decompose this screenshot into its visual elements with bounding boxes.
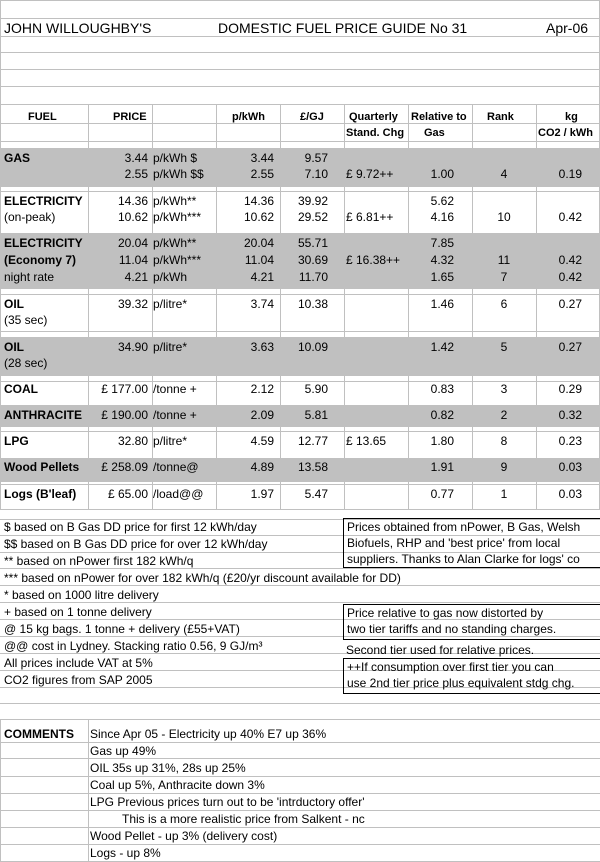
gridline [0,431,600,432]
footnote: @@ cost in Lydney. Stacking ratio 0.56, 9 GJ/m³ [4,639,263,653]
gridline [216,104,217,509]
cell-unit: p/litre* [153,434,188,448]
header-price: PRICE [113,111,147,123]
gridline [0,86,600,87]
cell-unit: p/kWh $$ [153,167,204,181]
cell-rank: 4 [500,167,508,181]
footnote: + based on 1 tonne delivery [4,605,152,619]
gridline [472,104,473,509]
cell-rank: 10 [497,210,511,224]
cell-rank: 9 [500,460,508,474]
header-quarterly: Quarterly [349,111,398,123]
cell-price: 14.36 [117,194,148,208]
sources-line: Prices obtained from nPower, B Gas, Welsh [347,520,581,534]
cell-co2: 0.42 [558,270,582,284]
cell-pkwh: 2.12 [250,382,274,396]
gridline [0,0,600,1]
header-relative: Relative to [411,111,467,123]
cell-rank: 11 [497,253,511,267]
cell-fuel: LPG [4,434,29,448]
cell-unit: p/kWh*** [153,253,202,267]
cell-pkwh: 3.63 [250,340,274,354]
gridline [0,104,1,509]
gridline [0,509,600,510]
cell-fuel: ANTHRACITE [4,408,82,422]
cell-fuel: Wood Pellets [4,460,80,474]
cell-fuel: GAS [4,151,31,165]
cell-gj: 5.47 [304,487,328,501]
cell-co2: 0.03 [558,460,582,474]
relative-note-line: two tier tariffs and no standing charges. [347,622,557,636]
sources-box [343,518,600,568]
cell-rel: 5.62 [430,194,454,208]
gridline [0,758,600,759]
footnote: *** based on nPower for over 182 kWh/q (£20/yr discount available for DD) [4,571,401,585]
header-co2: CO2 / kWh [538,127,594,139]
gridline [0,294,600,295]
cell-gj: 29.52 [297,210,328,224]
cell-pkwh: 3.44 [250,151,274,165]
cell-fuel: OIL [4,340,24,354]
comment-line: Wood Pellet - up 3% (delivery cost) [90,829,278,843]
cell-rel: 1.00 [430,167,454,181]
cell-pkwh: 4.89 [250,460,274,474]
cell-rel: 1.91 [430,460,454,474]
cell-fuel: Logs (B'leaf) [4,487,77,501]
gridline [0,703,600,704]
cell-pkwh: 4.59 [250,434,274,448]
cell-stand: £ 13.65 [346,434,387,448]
gridline [0,375,600,376]
cell-stand: £ 9.72++ [346,167,394,181]
cell-pkwh: 11.04 [244,253,274,267]
gridline [0,844,600,845]
cell-price: 32.80 [117,434,148,448]
cell-unit: p/kWh*** [153,210,202,224]
gridline [0,810,600,811]
cell-price: 4.21 [124,270,148,284]
comment-line: Gas up 49% [90,744,157,758]
cell-fuel: COAL [4,382,38,396]
header-rank: Rank [487,111,514,123]
gridline [0,719,1,862]
cell-fuel: night rate [4,270,55,284]
cell-unit: p/kWh $ [153,151,198,165]
cell-unit: p/kWh** [153,236,197,250]
gridline [0,458,600,459]
gridline [280,104,281,509]
footnote: $$ based on B Gas DD price for over 12 kWh/day [4,537,268,551]
cell-unit: /tonne + [153,382,197,396]
comment-line: LPG Previous prices turn out to be 'intrductory offer' [90,795,365,809]
relative-note-line: Price relative to gas now distorted by [347,606,544,620]
cell-rel: 1.46 [430,297,454,311]
gridline [88,719,89,862]
cell-fuel: ELECTRICITY [4,194,83,208]
gridline [0,52,600,53]
cell-co2: 0.29 [558,382,582,396]
cell-pkwh: 2.09 [250,408,274,422]
cell-stand: £ 16.38++ [346,253,401,267]
footnote: CO2 figures from SAP 2005 [4,673,153,687]
comment-line: OIL 35s up 31%, 28s up 25% [90,761,246,775]
cell-gj: 5.81 [304,408,328,422]
cell-rel: 0.82 [430,408,454,422]
cell-gj: 5.90 [304,382,328,396]
cell-pkwh: 4.21 [250,270,274,284]
cell-co2: 0.27 [558,340,582,354]
gridline [0,186,600,187]
cell-rank: 5 [500,340,508,354]
gridline [536,104,537,509]
cell-rel: 4.32 [430,253,454,267]
footnote: $ based on B Gas DD price for first 12 kWh/day [4,520,257,534]
gridline [0,585,600,586]
cell-pkwh: 2.55 [250,167,274,181]
cell-rel: 4.16 [430,210,454,224]
cell-price: £ 177.00 [101,382,148,396]
cell-stand: £ 6.81++ [346,210,394,224]
header-gj: £/GJ [300,111,324,123]
cell-unit: /tonne@ [153,460,199,474]
cell-rel: 1.42 [430,340,454,354]
title-date: Apr-06 [546,20,589,36]
gridline [344,104,345,509]
footnote: All prices include VAT at 5% [4,656,153,670]
cell-price: £ 65.00 [107,487,148,501]
tier-box [343,658,600,694]
cell-pkwh: 1.97 [250,487,274,501]
comment-line: This is a more realistic price from Salkent - nc [122,812,365,826]
cell-price: 34.90 [117,340,148,354]
comment-line: Since Apr 05 - Electricity up 40% E7 up 36% [90,727,327,741]
cell-pkwh: 14.36 [243,194,274,208]
cell-gj: 11.70 [298,270,328,284]
header-fuel: FUEL [28,111,57,123]
cell-co2: 0.19 [558,167,582,181]
cell-pkwh: 20.04 [243,236,274,250]
cell-rank: 8 [500,434,508,448]
footnote: ** based on nPower first 182 kWh/q [4,554,194,568]
cell-rel: 0.77 [430,487,454,501]
cell-rank: 7 [500,270,508,284]
cell-co2: 0.03 [558,487,582,501]
cell-price: 20.04 [117,236,148,250]
comment-line: Coal up 5%, Anthracite down 3% [90,778,265,792]
cell-unit: p/litre* [153,340,188,354]
cell-gj: 10.38 [297,297,328,311]
cell-gj: 12.77 [297,434,328,448]
gridline [0,719,600,720]
gridline [0,104,600,105]
cell-unit: /tonne + [153,408,197,422]
gridline [0,148,600,149]
cell-gj: 30.69 [297,253,328,267]
gridline [408,104,409,509]
cell-unit: /load@@ [153,487,204,501]
cell-rank: 1 [500,487,508,501]
header-stand-chg: Stand. Chg [346,127,405,139]
tier-note-line: use 2nd tier price plus equivalent stdg chg. [347,676,575,690]
cell-unit: p/kWh [153,270,188,284]
cell-rel: 0.83 [430,382,454,396]
title-guide: DOMESTIC FUEL PRICE GUIDE No 31 [218,20,468,36]
gridline [0,793,600,794]
comment-line: Logs - up 8% [90,846,161,860]
header-relative-gas: Gas [424,127,445,139]
gridline [0,776,600,777]
gridline [0,331,600,332]
gridline [0,742,600,743]
header-kg: kg [565,111,578,123]
header-pkwh: p/kWh [232,111,265,123]
cell-rel: 7.85 [430,236,454,250]
cell-gj: 10.09 [297,340,328,354]
cell-rel: 1.65 [430,270,454,284]
cell-fuel: ELECTRICITY [4,236,83,250]
gridline [0,405,600,406]
footnote: @ 15 kg bags. 1 tonne + delivery (£55+VAT) [4,622,240,636]
cell-price: 39.32 [117,297,148,311]
cell-price: 2.55 [124,167,148,181]
cell-gj: 9.57 [304,151,328,165]
cell-fuel: OIL [4,297,24,311]
gridline [0,69,600,70]
gridline [0,602,600,603]
relative-price-box [343,604,600,640]
cell-fuel: (Economy 7) [4,253,77,267]
cell-unit: p/kWh** [153,194,197,208]
title-owner: JOHN WILLOUGHBY'S [4,20,152,36]
cell-fuel: (35 sec) [4,313,48,327]
cell-price: 11.04 [118,253,148,267]
cell-co2: 0.42 [558,253,582,267]
gridline [0,191,600,192]
gridline [0,141,600,142]
cell-gj: 7.10 [304,167,328,181]
cell-gj: 55.71 [297,236,328,250]
gridline [0,36,600,37]
gridline [0,827,600,828]
cell-unit: p/litre* [153,297,188,311]
gridline [0,288,600,289]
cell-price: 3.44 [124,151,148,165]
cell-rel: 1.80 [430,434,454,448]
cell-rank: 6 [500,297,508,311]
cell-co2: 0.23 [558,434,582,448]
second-tier-note: Second tier used for relative prices. [346,643,535,657]
cell-price: 10.62 [117,210,148,224]
gridline [0,568,600,569]
cell-fuel: (on-peak) [4,210,56,224]
comments-label: COMMENTS [4,727,74,741]
tier-note-line: ++If consumption over first tier you can [347,660,554,674]
cell-rank: 2 [500,408,508,422]
cell-rank: 3 [500,382,508,396]
cell-price: £ 258.09 [101,460,148,474]
cell-fuel: (28 sec) [4,356,48,370]
footnote: * based on 1000 litre delivery [4,588,159,602]
gridline [0,484,600,485]
cell-gj: 13.58 [297,460,328,474]
gridline [88,104,89,509]
sources-line: Biofuels, RHP and 'best price' from local [347,536,561,550]
cell-pkwh: 3.74 [250,297,274,311]
gridline [0,337,600,338]
gridline [0,18,600,19]
cell-co2: 0.27 [558,297,582,311]
cell-gj: 39.92 [297,194,328,208]
gridline [0,233,600,234]
gridline [0,0,1,104]
cell-price: £ 190.00 [101,408,148,422]
sources-line: suppliers. Thanks to Alan Clarke for logs' co [347,552,580,566]
cell-co2: 0.42 [558,210,582,224]
cell-co2: 0.32 [558,408,582,422]
cell-pkwh: 10.62 [243,210,274,224]
